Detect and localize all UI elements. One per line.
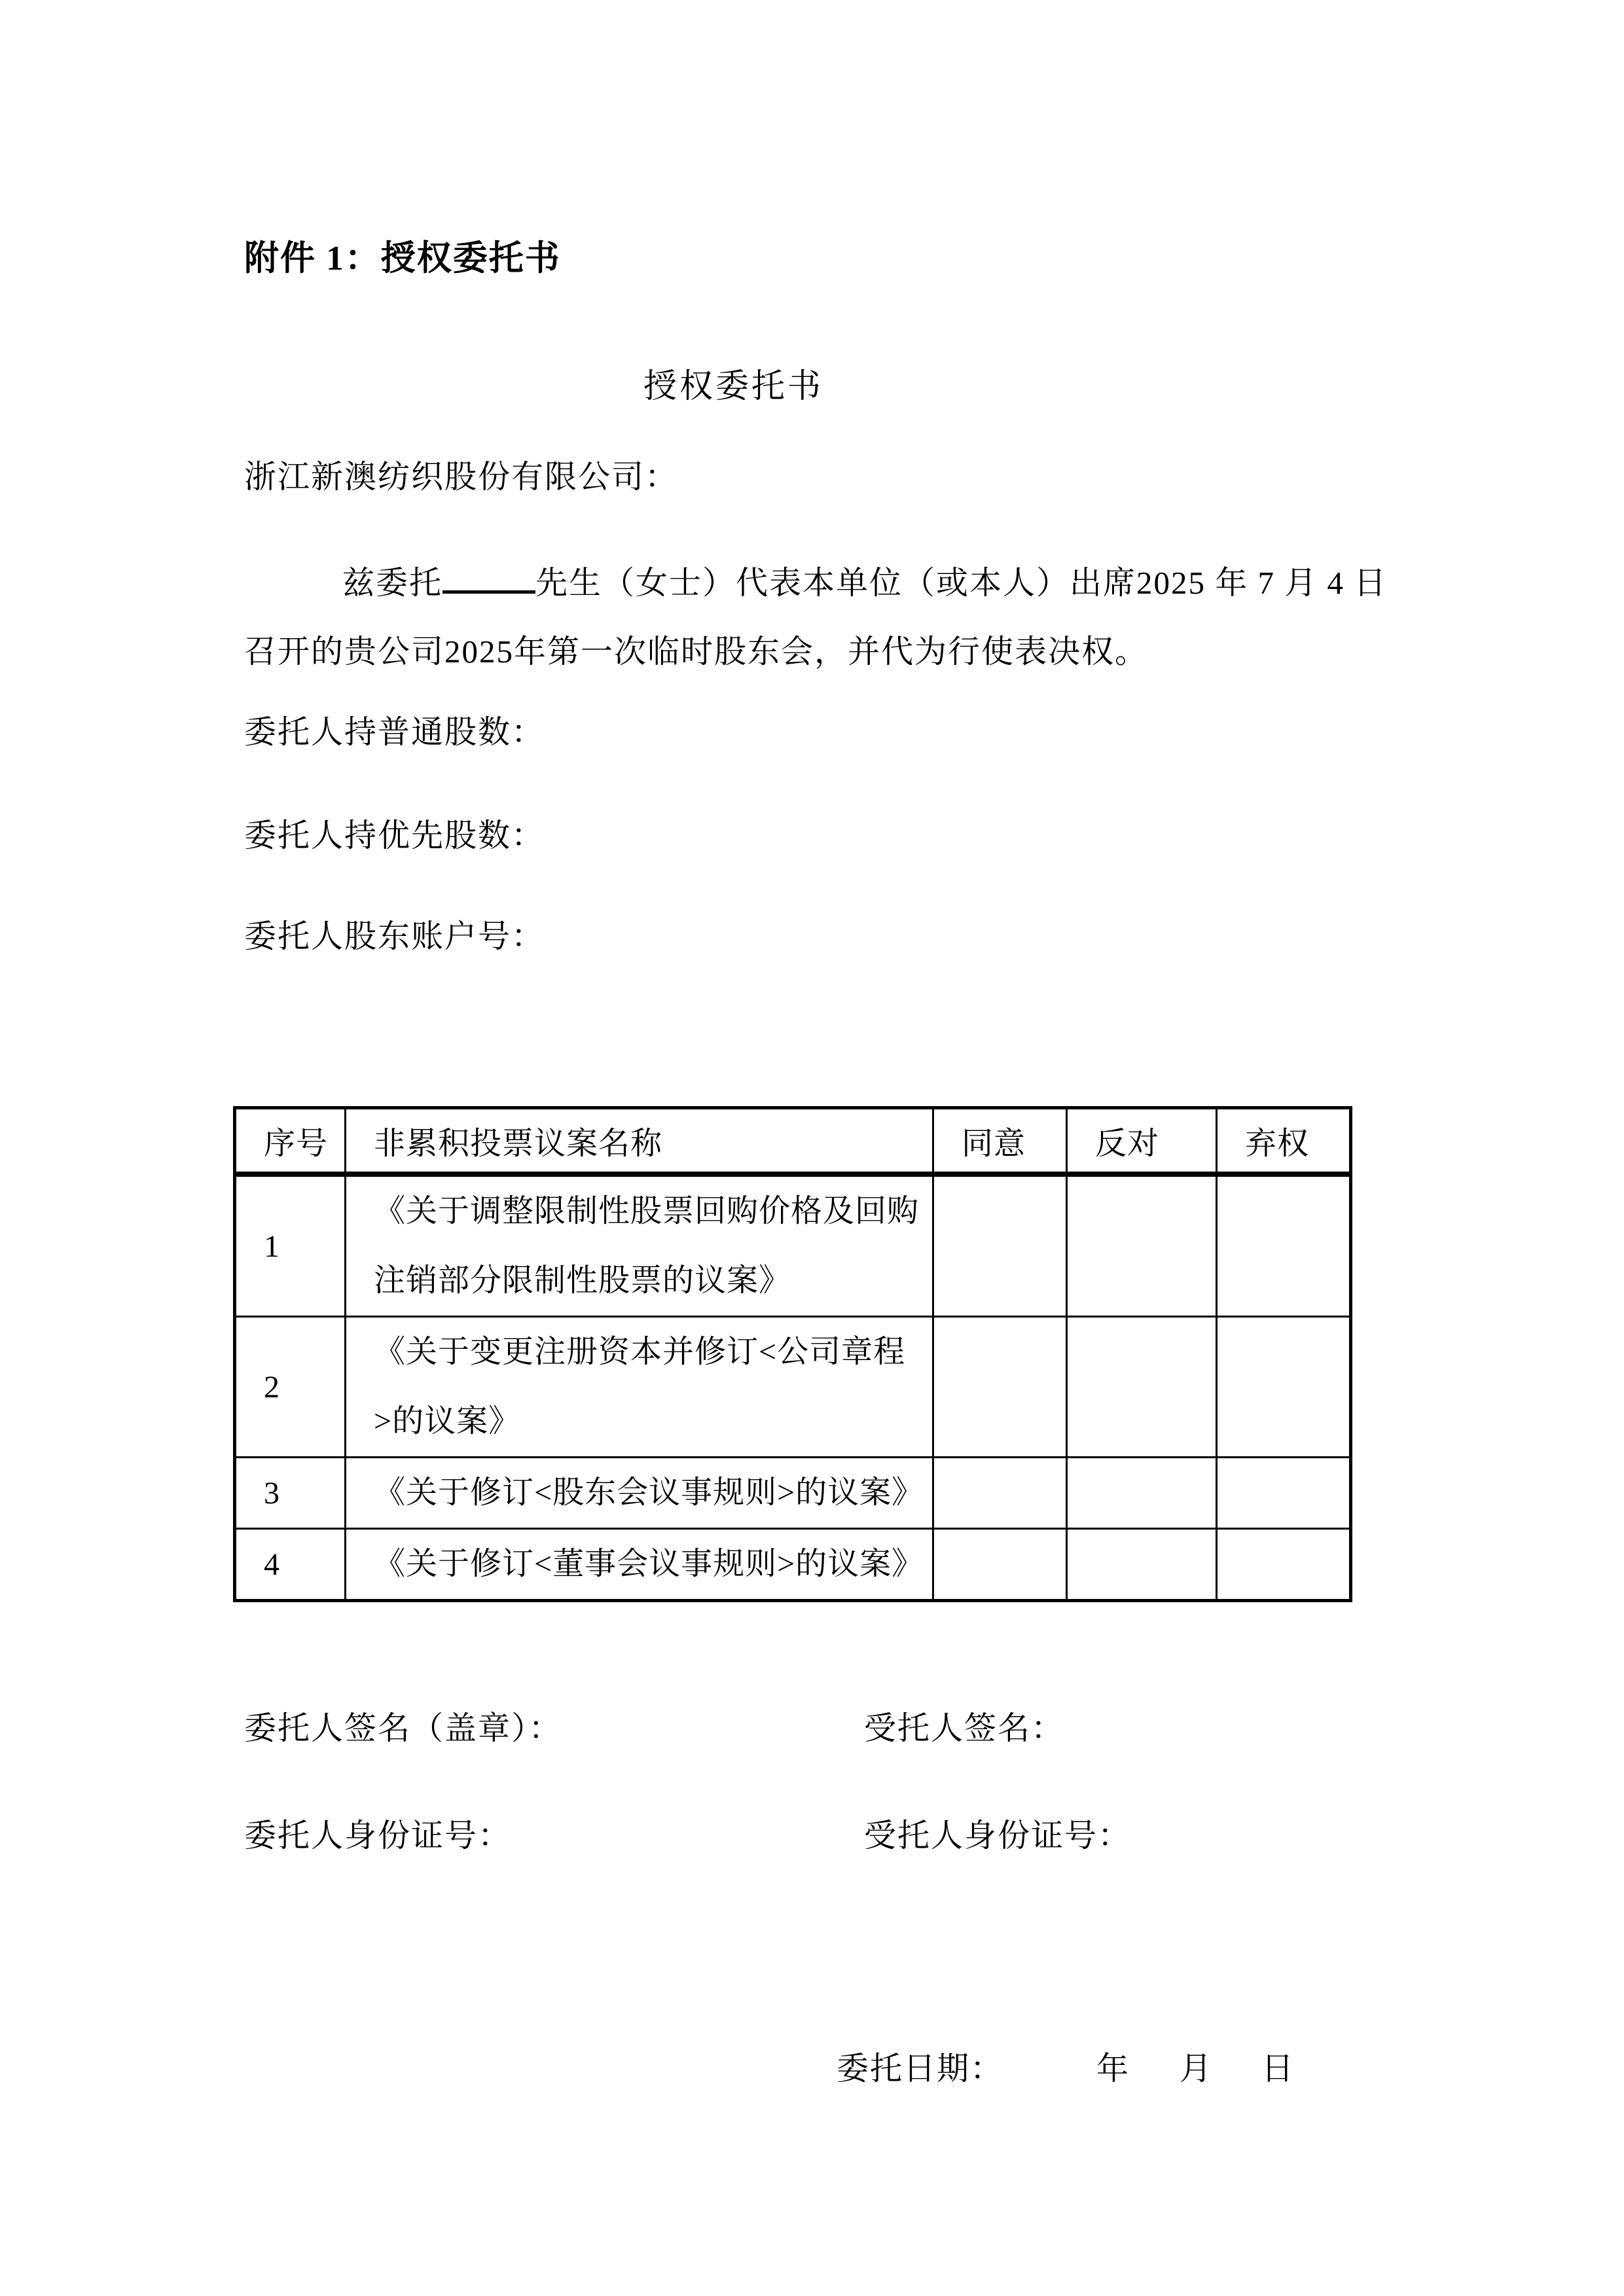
vote-against-cell <box>1067 1174 1217 1317</box>
document-title: 授权委托书 <box>643 368 824 405</box>
proposal-no-cell: 2 <box>235 1317 346 1458</box>
vote-agree-cell <box>933 1458 1067 1529</box>
attachment-heading: 附件 1：授权委托书 <box>244 240 561 278</box>
vote-agree-cell <box>933 1529 1067 1601</box>
delegation-post-text: 先生（女士）代表本单位（或本人）出席2025 年 7 月 4 日 <box>535 565 1388 601</box>
proposal-no-cell: 1 <box>235 1174 346 1317</box>
proposal-row <box>235 1529 1351 1601</box>
proposal-row <box>235 1458 1351 1529</box>
preferred-shares-label: 委托人持优先股数： <box>244 817 545 853</box>
header-seq: 序号 <box>235 1108 346 1175</box>
principal-id-label: 委托人身份证号： <box>244 1818 512 1854</box>
proposal-no-cell: 4 <box>235 1529 346 1601</box>
date-label: 委托日期： <box>837 2051 1004 2087</box>
proposal-row <box>235 1317 1351 1458</box>
delegation-pre-text: 兹委托 <box>342 565 443 601</box>
ordinary-shares-label: 委托人持普通股数： <box>244 714 545 750</box>
salutation-line: 浙江新澳纺织股份有限公司： <box>244 459 679 495</box>
shareholder-account-label: 委托人股东账户号： <box>244 918 545 954</box>
delegation-line-2: 召开的贵公司2025年第一次临时股东会，并代为行使表决权。 <box>244 634 1149 670</box>
proposal-name-cell: 《关于变更注册资本并修订<公司章程>的议案》 <box>346 1317 933 1458</box>
principal-signature-label: 委托人签名（盖章）： <box>244 1710 562 1746</box>
table-header-row <box>235 1108 1351 1175</box>
voting-table <box>233 1106 1352 1602</box>
vote-abstain-cell <box>1217 1317 1351 1458</box>
proxy-name-blank <box>442 556 535 594</box>
agent-id-label: 受托人身份证号： <box>864 1818 1132 1854</box>
vote-against-cell <box>1067 1529 1217 1601</box>
agent-signature-label: 受托人签名： <box>864 1710 1065 1746</box>
date-month-label: 月 <box>1180 2051 1214 2087</box>
vote-against-cell <box>1067 1458 1217 1529</box>
proposal-no-cell: 3 <box>235 1458 346 1529</box>
vote-abstain-cell <box>1217 1174 1351 1317</box>
proposal-name-cell: 《关于修订<股东会议事规则>的议案》 <box>346 1458 933 1529</box>
header-against: 反对 <box>1067 1108 1217 1175</box>
date-year-label: 年 <box>1096 2051 1130 2087</box>
vote-abstain-cell <box>1217 1458 1351 1529</box>
proposal-name-cell: 《关于修订<董事会议事规则>的议案》 <box>346 1529 933 1601</box>
delegation-line-1 <box>244 548 1386 617</box>
vote-agree-cell <box>933 1317 1067 1458</box>
vote-abstain-cell <box>1217 1529 1351 1601</box>
proposal-row <box>235 1174 1351 1317</box>
header-proposal-name: 非累积投票议案名称 <box>346 1108 933 1175</box>
proposal-name-cell: 《关于调整限制性股票回购价格及回购注销部分限制性股票的议案》 <box>346 1174 933 1317</box>
vote-agree-cell <box>933 1174 1067 1317</box>
delegation-paragraph <box>244 548 1386 686</box>
delegation-date-line <box>837 2043 1295 2089</box>
date-day-label: 日 <box>1261 2051 1295 2087</box>
header-agree: 同意 <box>933 1108 1067 1175</box>
header-abstain: 弃权 <box>1217 1108 1351 1175</box>
vote-against-cell <box>1067 1317 1217 1458</box>
